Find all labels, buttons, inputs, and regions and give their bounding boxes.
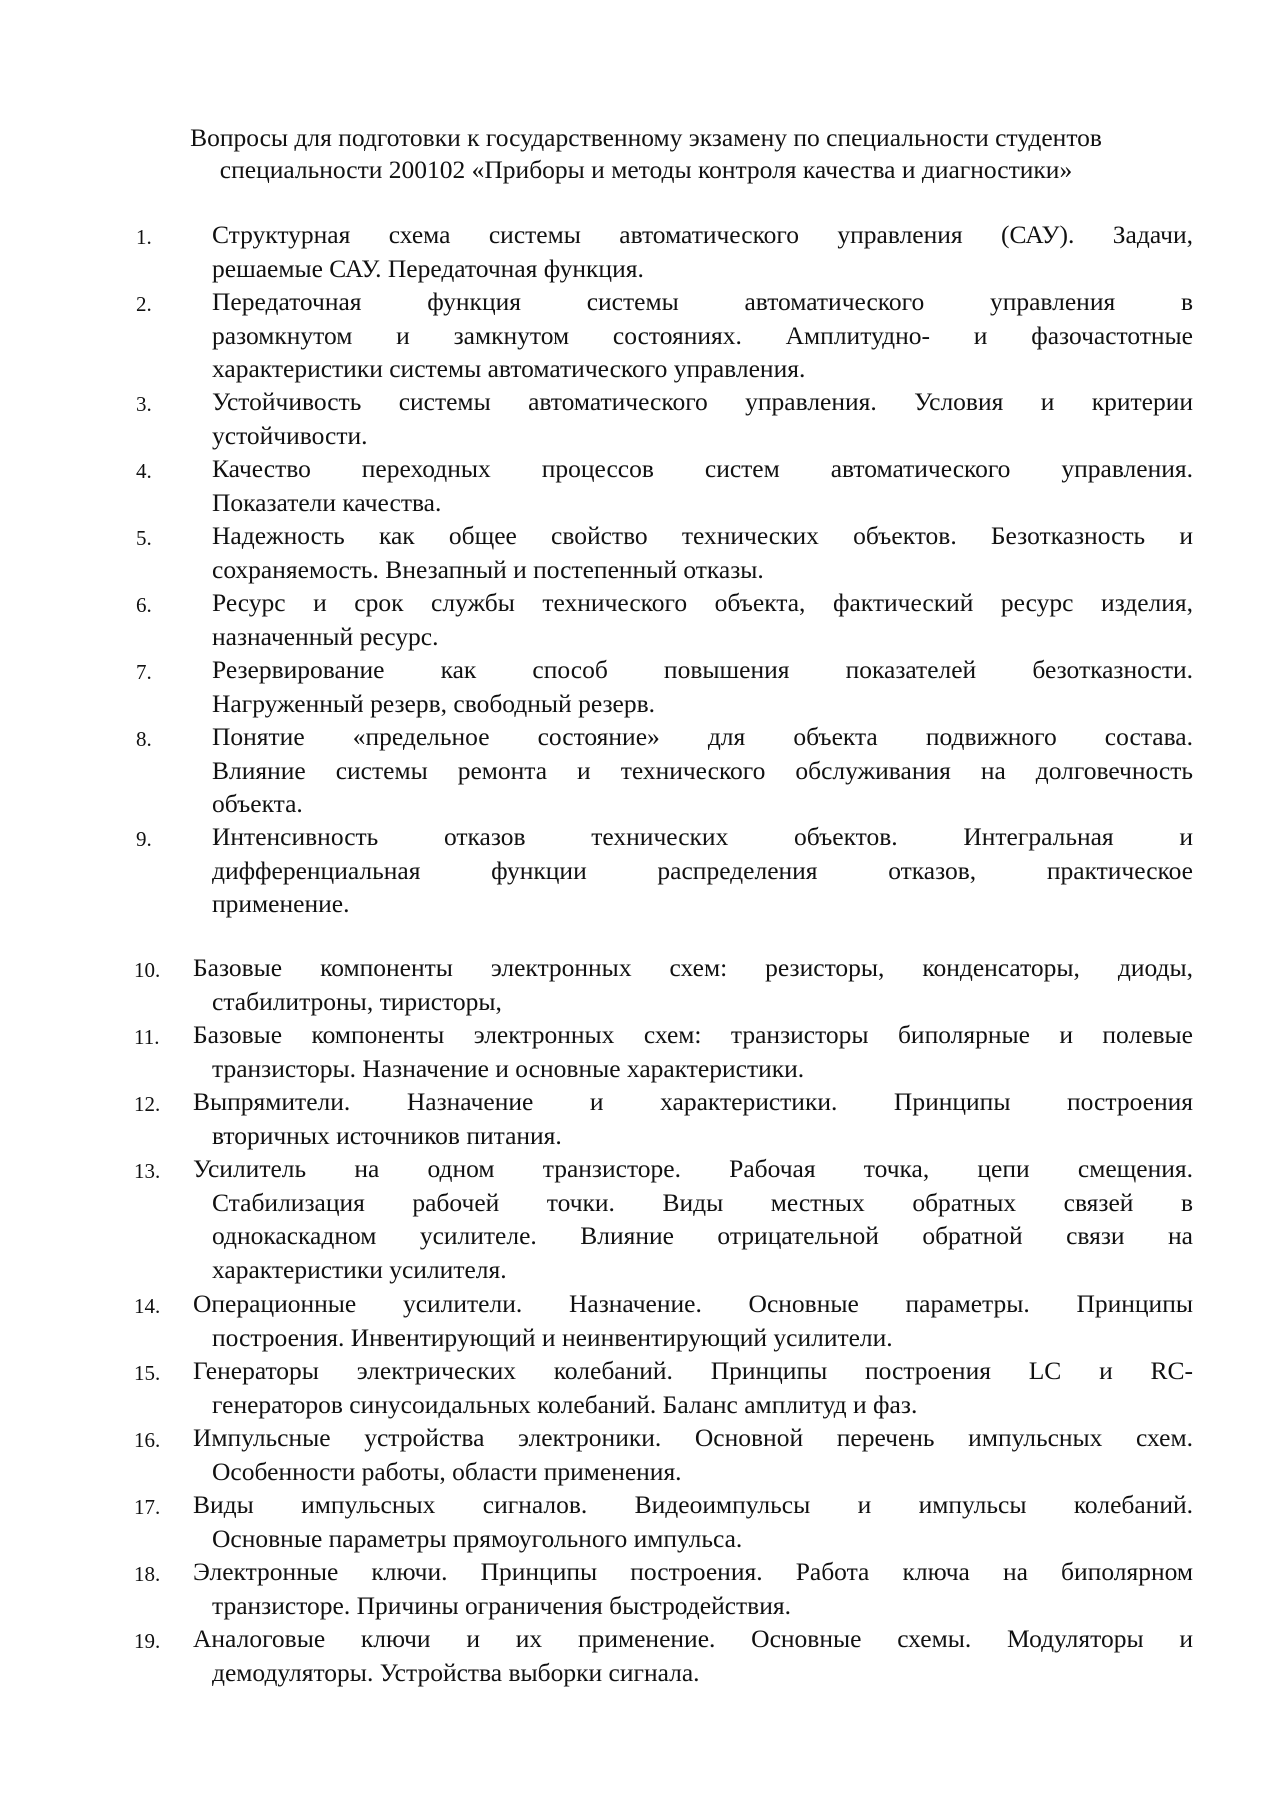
question-text-line: Импульсные устройства электроники. Основной перечень импульсных схем. — [193, 1423, 1193, 1452]
question-text-line: дифференциальная функции распределения отказов, практическое — [212, 855, 1193, 885]
question-text-line: характеристики системы автоматического управления. — [212, 354, 806, 383]
question-text-line: Базовые компоненты электронных схем: транзисторы биполярные и полевые — [193, 1020, 1193, 1049]
question-text-line: Виды импульсных сигналов. Видеоимпульсы и импульсы колебаний. — [193, 1490, 1193, 1519]
question-text-line: Понятие «предельное состояние» для объекта подвижного состава. — [212, 722, 1193, 751]
question-text-line: Влияние системы ремонта и технического обслуживания на долговечность — [212, 755, 1193, 785]
question-text-line: характеристики усилителя. — [212, 1254, 507, 1284]
question-text-line: Устойчивость системы автоматического управления. Условия и критерии — [212, 387, 1193, 416]
question-number: 1. — [136, 225, 152, 249]
question-number: 15. — [134, 1361, 161, 1385]
question-text-line: однокаскадном усилителе. Влияние отрицательной обратной связи на — [212, 1221, 1193, 1250]
question-text-line: Генераторы электрических колебаний. Принципы построения LC и RC- — [193, 1356, 1193, 1385]
question-text-line: Качество переходных процессов систем автоматического управления. — [212, 454, 1193, 483]
question-text-line: Аналоговые ключи и их применение. Основные схемы. Модуляторы и — [193, 1624, 1193, 1653]
question-number: 18. — [134, 1562, 161, 1586]
question-number: 19. — [134, 1629, 161, 1653]
question-text-line: Структурная схема системы автоматического управления (САУ). Задачи, — [212, 220, 1193, 249]
question-text-line: транзисторы. Назначение и основные характеристики. — [212, 1053, 805, 1083]
question-number: 4. — [136, 459, 152, 483]
question-text-line: Выпрямители. Назначение и характеристики. Принципы построения — [193, 1087, 1193, 1116]
question-number: 14. — [134, 1294, 161, 1318]
question-number: 9. — [136, 827, 152, 851]
question-text-line: Показатели качества. — [212, 487, 442, 517]
question-number: 5. — [136, 526, 152, 550]
question-text-line: Стабилизация рабочей точки. Виды местных обратных связей в — [212, 1187, 1193, 1217]
question-text-line: Нагруженный резерв, свободный резерв. — [212, 688, 656, 718]
question-text-line: Надежность как общее свойство технических объектов. Безотказность и — [212, 521, 1193, 550]
question-text-line: Электронные ключи. Принципы построения. Работа ключа на биполярном — [193, 1557, 1193, 1586]
question-text-line: назначенный ресурс. — [212, 621, 439, 651]
question-number: 12. — [134, 1092, 161, 1116]
question-text-line: объекта. — [212, 789, 303, 818]
question-text-line: вторичных источников питания. — [212, 1120, 562, 1150]
question-text-line: Усилитель на одном транзисторе. Рабочая точка, цепи смещения. — [193, 1154, 1193, 1183]
question-number: 3. — [136, 392, 152, 416]
question-text-line: стабилитроны, тиристоры, — [212, 986, 502, 1016]
question-text-line: Интенсивность отказов технических объектов. Интегральная и — [212, 822, 1193, 851]
question-number: 2. — [136, 292, 152, 316]
question-number: 13. — [134, 1159, 161, 1183]
question-text-line: построения. Инвентирующий и неинвентирующий усилители. — [212, 1322, 893, 1352]
question-number: 17. — [134, 1495, 161, 1519]
question-text-line: Операционные усилители. Назначение. Основные параметры. Принципы — [193, 1289, 1193, 1318]
question-number: 7. — [136, 660, 152, 684]
question-number: 6. — [136, 593, 152, 617]
document-title — [98, 122, 1194, 186]
question-text-line: применение. — [212, 889, 350, 918]
title-line: специальности 200102 «Приборы и методы контроля качества и диагностики» — [219, 155, 1073, 184]
question-text-line: разомкнутом и замкнутом состояниях. Амплитудно- и фазочастотные — [212, 320, 1193, 350]
question-text-line: устойчивости. — [212, 420, 368, 450]
question-text-line: демодуляторы. Устройства выборки сигнала. — [212, 1657, 700, 1687]
question-text-line: Базовые компоненты электронных схем: резисторы, конденсаторы, диоды, — [193, 953, 1193, 982]
title-line: Вопросы для подготовки к государственному экзамену по специальности студентов — [190, 123, 1102, 152]
question-text-line: генераторов синусоидальных колебаний. Баланс амплитуд и фаз. — [212, 1389, 918, 1419]
question-number: 10. — [134, 958, 161, 982]
question-text-line: Ресурс и срок службы технического объекта, фактический ресурс изделия, — [212, 588, 1193, 617]
question-text-line: Основные параметры прямоугольного импульса. — [212, 1523, 743, 1553]
question-text-line: сохраняемость. Внезапный и постепенный отказы. — [212, 554, 764, 584]
question-text-line: Особенности работы, области применения. — [212, 1456, 682, 1486]
question-number: 8. — [136, 727, 152, 751]
question-number: 16. — [134, 1428, 161, 1452]
question-text-line: Резервирование как способ повышения показателей безотказности. — [212, 655, 1193, 684]
question-number: 11. — [134, 1025, 160, 1049]
question-text-line: Передаточная функция системы автоматического управления в — [212, 287, 1193, 316]
question-text-line: транзисторе. Причины ограничения быстродействия. — [212, 1590, 791, 1620]
question-text-line: решаемые САУ. Передаточная функция. — [212, 253, 644, 283]
